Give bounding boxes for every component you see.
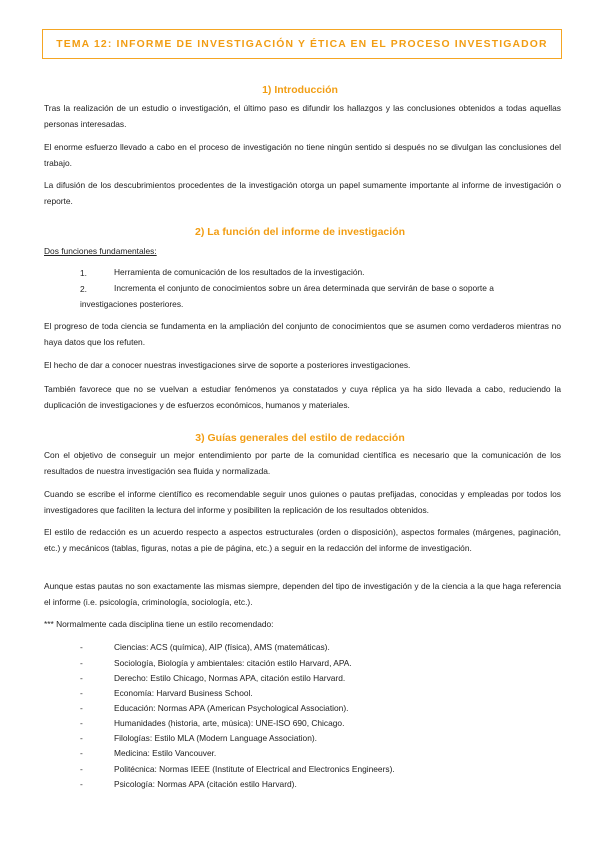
style-item-text: Politécnica: Normas IEEE (Institute of Electrical and Electronics Engineers).	[114, 764, 395, 774]
style-item-text: Medicina: Estilo Vancouver.	[114, 748, 217, 758]
list-dash: -	[80, 779, 83, 789]
list-item	[0, 658, 600, 672]
function-item-text: Herramienta de comunicación de los resultados de la investigación.	[114, 267, 365, 277]
section-1-paragraph: El enorme esfuerzo llevado a cabo en el proceso de investigación no tiene ningún sentido si después no se divulgan las conclusiones del trabajo.	[44, 142, 561, 168]
list-item	[0, 748, 600, 762]
list-dash: -	[80, 703, 83, 713]
list-dash: -	[80, 764, 83, 774]
section-2-heading: 2) La función del informe de investigación	[194, 226, 406, 238]
list-item	[0, 673, 600, 687]
list-number: 2.	[80, 284, 87, 294]
section-3-heading: 3) Guías generales del estilo de redacción	[195, 432, 405, 444]
section-2-paragraph: El progreso de toda ciencia se fundamenta en la ampliación del conjunto de conocimientos que se asumen como verdaderos mientras no haya datos que los refuten.	[44, 321, 561, 347]
list-dash: -	[80, 673, 83, 683]
style-item-text: Economía: Harvard Business School.	[114, 688, 253, 698]
style-item-text: Psicología: Normas APA (citación estilo Harvard).	[114, 779, 297, 789]
section-2-paragraph: El hecho de dar a conocer nuestras investigaciones sirve de soporte a posteriores investigaciones.	[44, 360, 411, 370]
section-2-subheading: Dos funciones fundamentales:	[44, 246, 157, 256]
style-item-text: Ciencias: ACS (química), AIP (física), AMS (matemáticas).	[114, 642, 330, 652]
list-dash: -	[80, 688, 83, 698]
section-3-paragraph: Cuando se escribe el informe científico es recomendable seguir unos guiones o pautas prefijadas, conocidas y empleadas por todos los investigadores que faciliten la lectura del informe y posibiliten la replicación de los resultados obtenidos.	[44, 489, 561, 515]
list-item	[0, 733, 600, 747]
list-item	[0, 779, 600, 793]
list-dash: -	[80, 658, 83, 668]
function-item-text-continued: investigaciones posteriores.	[80, 299, 184, 309]
style-item-text: Sociología, Biología y ambientales: citación estilo Harvard, APA.	[114, 658, 352, 668]
section-3-paragraph: El estilo de redacción es un acuerdo respecto a aspectos estructurales (orden o disposición), aspectos formales (márgenes, paginación, etc.) y mecánicos (tablas, figuras, notas a pie de página, etc.) a seguir en la redacción del informe de investigación.	[44, 527, 561, 553]
section-3-paragraph: Con el objetivo de conseguir un mejor entendimiento por parte de la comunidad científica es necesario que la comunicación de los resultados de nuestra investigación sea fluida y normalizada.	[44, 450, 561, 476]
list-item	[0, 642, 600, 656]
title-box	[42, 29, 562, 59]
page-title: TEMA 12: INFORME DE INVESTIGACIÓN Y ÉTICA EN EL PROCESO INVESTIGADOR	[56, 38, 548, 50]
section-1-heading: 1) Introducción	[262, 84, 338, 96]
list-item	[0, 764, 600, 778]
style-item-text: Filologías: Estilo MLA (Modern Language Association).	[114, 733, 317, 743]
list-item	[0, 703, 600, 717]
list-item	[0, 688, 600, 702]
style-note: *** Normalmente cada disciplina tiene un estilo recomendado:	[44, 619, 274, 629]
style-item-text: Educación: Normas APA (American Psychological Association).	[114, 703, 349, 713]
section-1-paragraph: La difusión de los descubrimientos procedentes de la investigación otorga un papel sumamente importante al informe de investigación o reporte.	[44, 180, 561, 206]
list-dash: -	[80, 748, 83, 758]
section-2-paragraph: También favorece que no se vuelvan a estudiar fenómenos ya constatados y cuya réplica ya ha sido llevada a cabo, reduciendo la duplicación de investigaciones y de esfuerzos económicos, humanos y materiales.	[44, 384, 561, 410]
list-dash: -	[80, 733, 83, 743]
style-item-text: Derecho: Estilo Chicago, Normas APA, citación estilo Harvard.	[114, 673, 346, 683]
style-item-text: Humanidades (historia, arte, música): UNE-ISO 690, Chicago.	[114, 718, 345, 728]
list-dash: -	[80, 718, 83, 728]
section-1-paragraph: Tras la realización de un estudio o investigación, el último paso es difundir los hallazgos y las conclusiones obtenidos a todas aquellas personas interesadas.	[44, 103, 561, 129]
list-dash: -	[80, 642, 83, 652]
section-3-paragraph: Aunque estas pautas no son exactamente las mismas siempre, dependen del tipo de investigación y de la ciencia a la que haga referencia el informe (i.e. psicología, criminología, sociología, etc.).	[44, 581, 561, 607]
list-number: 1.	[80, 268, 87, 278]
list-item	[0, 718, 600, 732]
function-item-text: Incrementa el conjunto de conocimientos sobre un área determinada que servirán de base o soporte a	[114, 283, 494, 293]
